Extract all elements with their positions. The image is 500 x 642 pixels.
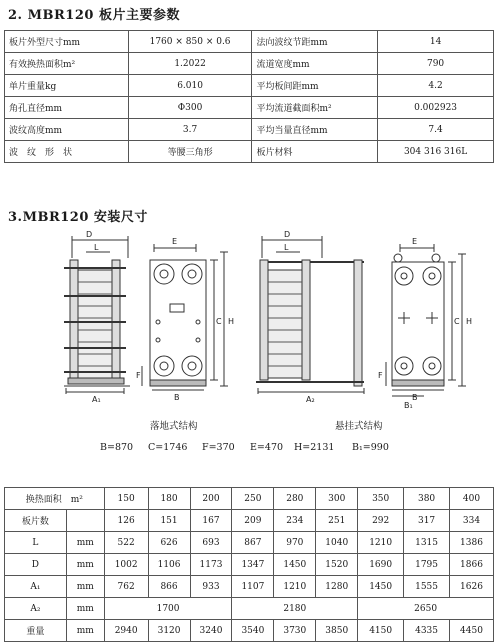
param-label: 板片外型尺寸mm bbox=[5, 31, 129, 53]
spec-cell: 1386 bbox=[450, 532, 494, 554]
param-label: 波 纹 形 状 bbox=[5, 141, 129, 163]
spec-cell: 3540 bbox=[232, 620, 274, 642]
params-row bbox=[5, 31, 494, 53]
spec-cell: 762 bbox=[104, 576, 148, 598]
spec-cell: 522 bbox=[104, 532, 148, 554]
param-value: 3.7 bbox=[128, 119, 252, 141]
spec-cell: 3240 bbox=[190, 620, 232, 642]
dim-label-l-2: L bbox=[284, 243, 289, 252]
spec-cell: 2940 bbox=[104, 620, 148, 642]
spec-cell: 292 bbox=[358, 510, 404, 532]
param-label: 板片材料 bbox=[252, 141, 378, 163]
spec-cell: 251 bbox=[316, 510, 358, 532]
param-label: 单片重量kg bbox=[5, 75, 129, 97]
spec-cell: 167 bbox=[190, 510, 232, 532]
spec-cell: 4150 bbox=[358, 620, 404, 642]
param-value: 790 bbox=[378, 53, 494, 75]
spec-cell: 1866 bbox=[450, 554, 494, 576]
spec-cell: 3730 bbox=[274, 620, 316, 642]
param-label: 法向波纹节距mm bbox=[252, 31, 378, 53]
dim-label-f: F bbox=[136, 371, 141, 380]
spec-row-unit: mm bbox=[66, 576, 104, 598]
spec-cell: 234 bbox=[274, 510, 316, 532]
param-label: 平均板间距mm bbox=[252, 75, 378, 97]
param-value: 6.010 bbox=[128, 75, 252, 97]
spec-cell: 1626 bbox=[450, 576, 494, 598]
param-value: 14 bbox=[378, 31, 494, 53]
params-row bbox=[5, 53, 494, 75]
spec-cell: 867 bbox=[232, 532, 274, 554]
param-label: 流道宽度mm bbox=[252, 53, 378, 75]
spec-row-label: 板片数 bbox=[5, 510, 67, 532]
dim-label-h-2: H bbox=[466, 317, 473, 326]
spec-cell: 1106 bbox=[148, 554, 190, 576]
spec-cell: 1280 bbox=[316, 576, 358, 598]
dim-value-e: E=470 bbox=[250, 442, 284, 453]
dim-label-b-2: B bbox=[412, 393, 418, 402]
table-row-weight bbox=[5, 620, 494, 642]
dim-value-c: C=1746 bbox=[148, 442, 188, 453]
dim-label-a2: A₂ bbox=[306, 395, 315, 404]
spec-cell: 626 bbox=[148, 532, 190, 554]
caption-floor-type: 落地式结构 bbox=[150, 421, 198, 432]
spec-cell: 209 bbox=[232, 510, 274, 532]
param-label: 平均流道截面积m² bbox=[252, 97, 378, 119]
spec-cell: 1555 bbox=[404, 576, 450, 598]
spec-cell: 970 bbox=[274, 532, 316, 554]
hanging-side-view bbox=[256, 236, 364, 394]
spec-cell: 151 bbox=[148, 510, 190, 532]
dim-label-d: D bbox=[86, 230, 93, 239]
spec-row-label: L bbox=[5, 532, 67, 554]
dim-label-a1: A₁ bbox=[92, 395, 101, 404]
param-value: 1.2022 bbox=[128, 53, 252, 75]
spec-header-row bbox=[5, 488, 494, 510]
param-value: 304 316 316L bbox=[378, 141, 494, 163]
table-row bbox=[5, 532, 494, 554]
dim-label-e: E bbox=[172, 237, 178, 246]
dim-label-b: B bbox=[174, 393, 180, 402]
param-value: 4.2 bbox=[378, 75, 494, 97]
spec-cell: 1795 bbox=[404, 554, 450, 576]
spec-header-cell: 280 bbox=[274, 488, 316, 510]
spec-header-cell: 400 bbox=[450, 488, 494, 510]
spec-cell: 933 bbox=[190, 576, 232, 598]
spec-cell: 1040 bbox=[316, 532, 358, 554]
section-title-install-dims: 3.MBR120 安装尺寸 bbox=[8, 210, 148, 225]
dim-value-f: F=370 bbox=[202, 442, 235, 453]
dim-label-c-2: C bbox=[454, 317, 460, 326]
spec-header-cell: 180 bbox=[148, 488, 190, 510]
spec-row-label: A₁ bbox=[5, 576, 67, 598]
spec-header-cell: 200 bbox=[190, 488, 232, 510]
plate-params-table bbox=[4, 30, 494, 163]
spec-row-unit: mm bbox=[66, 598, 104, 620]
spec-header-cell: 150 bbox=[104, 488, 148, 510]
dim-label-b1: B₁ bbox=[404, 401, 413, 410]
spec-cell: 1173 bbox=[190, 554, 232, 576]
params-row bbox=[5, 97, 494, 119]
spec-cell-merged: 1700 bbox=[104, 598, 232, 620]
spec-cell: 1107 bbox=[232, 576, 274, 598]
params-row bbox=[5, 119, 494, 141]
dim-value-h: H=2131 bbox=[294, 442, 335, 453]
spec-cell: 334 bbox=[450, 510, 494, 532]
caption-hanging-type: 悬挂式结构 bbox=[335, 421, 383, 432]
install-drawings bbox=[0, 222, 500, 462]
spec-cell: 866 bbox=[148, 576, 190, 598]
params-row bbox=[5, 141, 494, 163]
dim-label-d-2: D bbox=[284, 230, 291, 239]
table-row bbox=[5, 554, 494, 576]
spec-row-label: A₂ bbox=[5, 598, 67, 620]
spec-cell-merged: 2180 bbox=[232, 598, 358, 620]
spec-cell: 1347 bbox=[232, 554, 274, 576]
table-row-a2 bbox=[5, 598, 494, 620]
table-row bbox=[5, 510, 494, 532]
spec-row-label: D bbox=[5, 554, 67, 576]
spec-cell: 317 bbox=[404, 510, 450, 532]
param-value: 0.002923 bbox=[378, 97, 494, 119]
spec-cell: 4450 bbox=[450, 620, 494, 642]
spec-header-cell: 380 bbox=[404, 488, 450, 510]
spec-header-cell: 300 bbox=[316, 488, 358, 510]
spec-cell: 1210 bbox=[274, 576, 316, 598]
spec-cell: 1450 bbox=[358, 576, 404, 598]
spec-row-unit: mm bbox=[66, 532, 104, 554]
dim-label-c: C bbox=[216, 317, 222, 326]
spec-cell: 693 bbox=[190, 532, 232, 554]
dim-label-l: L bbox=[94, 243, 99, 252]
spec-cell: 4335 bbox=[404, 620, 450, 642]
spec-row-unit: mm bbox=[66, 554, 104, 576]
spec-header-cell: 350 bbox=[358, 488, 404, 510]
param-label: 波纹高度mm bbox=[5, 119, 129, 141]
spec-cell: 3850 bbox=[316, 620, 358, 642]
spec-header-label: 换热面积 m² bbox=[5, 488, 105, 510]
spec-cell: 1002 bbox=[104, 554, 148, 576]
spec-cell: 1690 bbox=[358, 554, 404, 576]
spec-cell: 126 bbox=[104, 510, 148, 532]
spec-row-label: 重量 bbox=[5, 620, 67, 642]
param-value: 7.4 bbox=[378, 119, 494, 141]
spec-cell: 1315 bbox=[404, 532, 450, 554]
spec-cell: 1210 bbox=[358, 532, 404, 554]
floor-side-view bbox=[64, 236, 130, 394]
spec-row-unit bbox=[66, 510, 104, 532]
dim-value-b1: B₁=990 bbox=[352, 442, 389, 453]
param-value: 等腰三角形 bbox=[128, 141, 252, 163]
spec-cell: 1450 bbox=[274, 554, 316, 576]
spec-cell: 3120 bbox=[148, 620, 190, 642]
dim-value-b: B=870 bbox=[100, 442, 134, 453]
param-value: Φ300 bbox=[128, 97, 252, 119]
spec-cell-merged: 2650 bbox=[358, 598, 494, 620]
dim-label-f-2: F bbox=[378, 371, 383, 380]
param-label: 有效换热面积m² bbox=[5, 53, 129, 75]
spec-row-unit: mm bbox=[66, 620, 104, 642]
dim-label-e-2: E bbox=[412, 237, 418, 246]
spec-header-cell: 250 bbox=[232, 488, 274, 510]
table-row bbox=[5, 576, 494, 598]
spec-cell: 1520 bbox=[316, 554, 358, 576]
param-label: 平均当量直径mm bbox=[252, 119, 378, 141]
section-title-plate-params: 2. MBR120 板片主要参数 bbox=[8, 8, 180, 23]
model-specs-table bbox=[4, 487, 494, 642]
param-label: 角孔直径mm bbox=[5, 97, 129, 119]
param-value: 1760 × 850 × 0.6 bbox=[128, 31, 252, 53]
params-row bbox=[5, 75, 494, 97]
dim-label-h: H bbox=[228, 317, 235, 326]
